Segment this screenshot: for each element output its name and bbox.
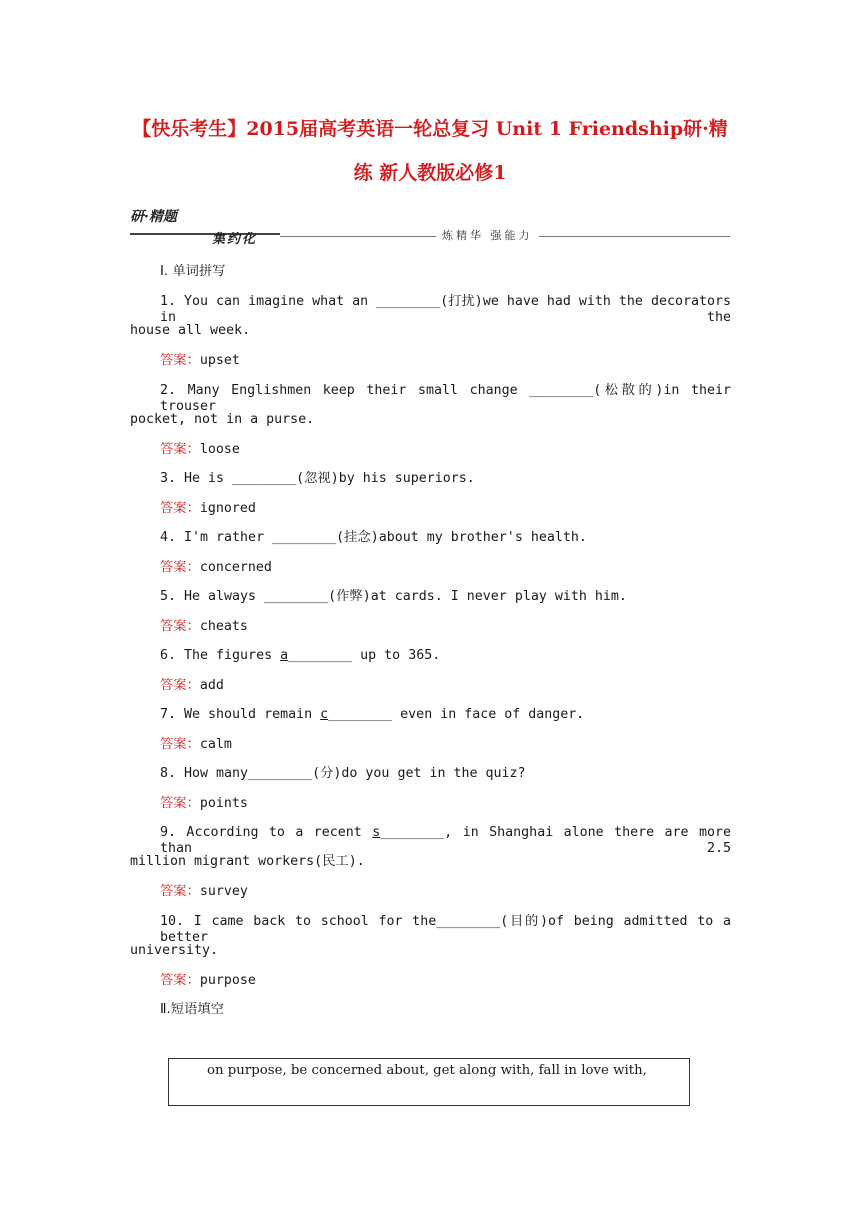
section1-heading: Ⅰ. 单词拼写 <box>160 264 226 279</box>
answer-2 <box>160 442 761 458</box>
question-3: 3. He is ________(忽视)by his superiors. <box>160 471 475 486</box>
answer-label: 答案： <box>160 442 200 457</box>
question-7 <box>160 707 761 723</box>
question-10-line2: university. <box>130 943 219 958</box>
answer-label: 答案： <box>160 884 200 899</box>
question-5: 5. He always ________(作弊)at cards. I never play with him. <box>160 589 627 604</box>
answer-value: add <box>199 678 224 693</box>
answer-label: 答案： <box>160 737 200 752</box>
question-text: 7. We should remain <box>160 707 321 722</box>
hint-letter: a <box>280 648 289 663</box>
banner-slogan: 炼精华 强能力 <box>436 227 539 243</box>
answer-value: calm <box>199 737 232 752</box>
answer-label: 答案： <box>160 560 200 575</box>
answer-8 <box>160 796 761 812</box>
answer-4 <box>160 560 761 576</box>
answer-value: upset <box>199 353 240 368</box>
answer-1 <box>160 353 761 369</box>
answer-value: loose <box>199 442 240 457</box>
hint-letter: c <box>320 707 329 722</box>
question-6 <box>160 648 761 664</box>
question-9-line1 <box>160 825 731 857</box>
question-1-line1: 1. You can imagine what an ________(打扰)we have had with the decorators in the <box>160 294 731 325</box>
answer-label: 答案： <box>160 501 200 516</box>
banner-rule-dark <box>130 233 280 235</box>
banner-sublabel: 集约化 <box>212 232 258 247</box>
answer-label: 答案： <box>160 353 200 368</box>
question-1-line2: house all week. <box>130 323 251 338</box>
answer-label: 答案： <box>160 619 200 634</box>
question-2-line1: 2. Many Englishmen keep their small change ________(松散的)in their trouser <box>160 383 731 414</box>
section-banner <box>130 204 730 252</box>
question-2-line2: pocket, not in a purse. <box>130 412 315 427</box>
answer-value: cheats <box>199 619 248 634</box>
answer-value: ignored <box>199 501 256 516</box>
phrase-list: on purpose, be concerned about, get along with, fall in love with, <box>207 1063 647 1078</box>
document-title-line2: 练 新人教版必修1 <box>353 162 507 184</box>
document-title-line1: 【快乐考生】2015届高考英语一轮总复习 Unit 1 Friendship研·精 <box>132 118 728 140</box>
question-9-line2: million migrant workers(民工). <box>130 854 365 869</box>
question-10-line1: 10. I came back to school for the________(目的)of being admitted to a better <box>160 914 731 945</box>
answer-3 <box>160 501 761 517</box>
question-text: ________ even in face of danger. <box>328 707 585 722</box>
question-4: 4. I'm rather ________(挂念)about my brother's health. <box>160 530 587 545</box>
answer-5 <box>160 619 761 635</box>
answer-value: survey <box>199 884 248 899</box>
answer-7 <box>160 737 761 753</box>
answer-10 <box>160 973 761 989</box>
question-text: ________ up to 365. <box>288 648 441 663</box>
question-text: 9. According to a recent <box>160 825 373 840</box>
hint-letter: s <box>372 825 381 840</box>
question-text: 6. The figures <box>160 648 281 663</box>
answer-6 <box>160 678 761 694</box>
answer-label: 答案： <box>160 678 200 693</box>
question-text: ________, in Shanghai alone there are more than 2.5 <box>160 825 731 856</box>
answer-value: purpose <box>199 973 256 988</box>
answer-value: points <box>199 796 248 811</box>
answer-9 <box>160 884 761 900</box>
phrase-box <box>168 1058 690 1106</box>
banner-label: 研·精题 <box>130 209 177 225</box>
question-8: 8. How many________(分)do you get in the quiz? <box>160 766 526 781</box>
answer-label: 答案： <box>160 973 200 988</box>
answer-value: concerned <box>199 560 272 575</box>
section2-heading: Ⅱ.短语填空 <box>160 1002 224 1017</box>
answer-label: 答案： <box>160 796 200 811</box>
